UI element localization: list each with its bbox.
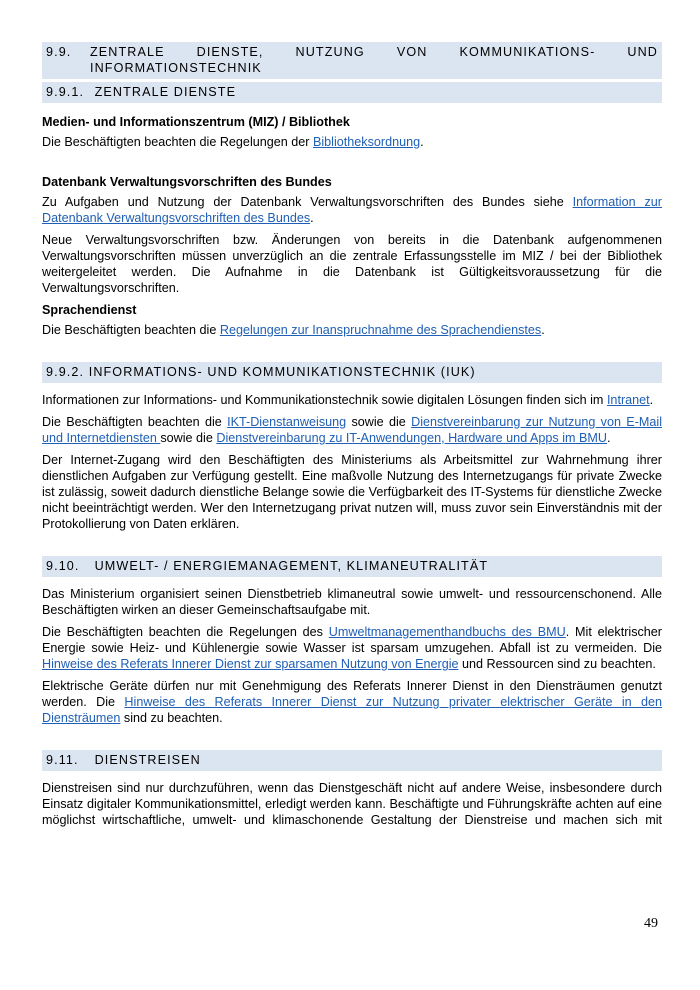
iuk-paragraph-2 bbox=[42, 414, 662, 446]
section-heading-9-9-2 bbox=[42, 362, 662, 384]
text: und Ressourcen sind zu beachten. bbox=[458, 657, 656, 671]
section-number: 9.9.1. bbox=[46, 85, 85, 99]
sprachendienst-link[interactable]: Regelungen zur Inanspruchnahme des Sprachendienstes bbox=[219, 323, 542, 337]
text: Informationen zur Informations- und Kommunikationstechnik sowie digitalen Lösungen finden sich im bbox=[42, 393, 607, 407]
umwelt-paragraph-3 bbox=[42, 678, 662, 726]
text: Die Beschäftigten beachten die Regelungen der bbox=[42, 135, 313, 149]
section-title: DIENSTREISEN bbox=[94, 753, 201, 767]
text: sind zu beachten. bbox=[120, 711, 223, 725]
energie-hinweise-link[interactable]: Hinweise des Referats Innerer Dienst zur sparsamen Nutzung von Energie bbox=[42, 657, 459, 671]
section-title: INFORMATIONS- UND KOMMUNIKATIONSTECHNIK (IUK) bbox=[88, 365, 476, 379]
ikt-dienstanweisung-link[interactable]: IKT-Dienstanweisung bbox=[227, 415, 347, 429]
section-title: ZENTRALE DIENSTE bbox=[94, 85, 237, 99]
dienstvereinbarung-email-link[interactable]: Dienstvereinbarung zur Nutzung von E-Mail und Internetdiensten bbox=[42, 415, 662, 445]
miz-paragraph bbox=[42, 134, 662, 150]
datenbank-heading: Datenbank Verwaltungsvorschriften des Bundes bbox=[42, 175, 332, 189]
text: . bbox=[310, 211, 314, 225]
iuk-paragraph-1 bbox=[42, 392, 662, 408]
section-number: 9.10. bbox=[46, 559, 80, 573]
text: Elektrische Geräte dürfen nur mit Genehmigung des Referats Innerer Dienst in den Diensträumen genutzt werden. Die bbox=[42, 679, 662, 709]
document-page bbox=[42, 42, 662, 834]
text: Die Beschäftigten beachten die bbox=[42, 323, 220, 337]
section-heading-9-9-1 bbox=[42, 82, 662, 104]
text: . bbox=[606, 431, 611, 445]
section-title: UMWELT- / ENERGIEMANAGEMENT, KLIMANEUTRALITÄT bbox=[94, 559, 489, 573]
dienstreisen-paragraph-1: Dienstreisen sind nur durchzuführen, wenn das Dienstgeschäft nicht auf andere Weise, insbesondere durch Einsatz digitaler Kommunikationsmittel, erledigt werden kann. Beschäftigte und Führungskräfte achten auf eine möglichst wirtschaftliche, umwelt- und klimaschonende Gestaltung der Dienstreise und machen sich mit bbox=[42, 781, 662, 827]
bibliotheksordnung-link[interactable]: Bibliotheksordnung bbox=[312, 135, 421, 149]
section-heading-9-10 bbox=[42, 556, 662, 578]
text: sowie die bbox=[160, 431, 217, 445]
section-heading-9-11 bbox=[42, 750, 662, 772]
text: . bbox=[420, 135, 424, 149]
text: . bbox=[649, 393, 654, 407]
text: . Mit elektrischer Energie sowie Heiz- und Kühlenergie sowie Wasser ist sparsam umzugehen. Abfall ist zu vermeiden. Die bbox=[42, 625, 662, 655]
section-number: 9.9. bbox=[46, 45, 72, 59]
umweltmanagementhandbuch-link[interactable]: Umweltmanagementhandbuchs des BMU bbox=[328, 625, 566, 639]
section-number: 9.9.2. bbox=[46, 365, 85, 379]
text: . bbox=[541, 323, 545, 337]
section-title: ZENTRALE DIENSTE, NUTZUNG VON KOMMUNIKATIONS- UND INFORMATIONSTECHNIK bbox=[90, 45, 658, 75]
section-heading-9-9 bbox=[42, 42, 662, 80]
text: Zu Aufgaben und Nutzung der Datenbank Verwaltungsvorschriften des Bundes siehe bbox=[42, 195, 573, 209]
sprachendienst-heading: Sprachendienst bbox=[42, 303, 137, 317]
dienstvereinbarung-it-link[interactable]: Dienstvereinbarung zu IT-Anwendungen, Hardware und Apps im BMU bbox=[216, 431, 607, 445]
umwelt-paragraph-1: Das Ministerium organisiert seinen Dienstbetrieb klimaneutral sowie umwelt- und ressourcenschonend. Alle Beschäftigten wirken an dieser Gemeinschaftsaufgabe mit. bbox=[42, 587, 662, 617]
datenbank-paragraph-1 bbox=[42, 194, 662, 226]
text: Die Beschäftigten beachten die bbox=[42, 415, 228, 429]
datenbank-paragraph-2: Neue Verwaltungsvorschriften bzw. Änderungen von bereits in die Datenbank aufgenommenen Verwaltungsvorschriften müssen unverzüglich an die zentrale Erfassungsstelle im MIZ / bei der Bibliothek weitergeleitet werden. Die Aufnahme in die Datenbank ist Gültigkeitsvoraussetzung für die Verwaltungsvorschriften. bbox=[42, 233, 662, 295]
text: sowie die bbox=[346, 415, 412, 429]
text: Die Beschäftigten beachten die Regelungen des bbox=[42, 625, 329, 639]
elektrische-geraete-link[interactable]: Hinweise des Referats Innerer Dienst zur Nutzung privater elektrischer Geräte in den Diensträumen bbox=[42, 695, 663, 725]
section-number: 9.11. bbox=[46, 753, 79, 767]
page-number: 49 bbox=[644, 916, 658, 931]
umwelt-paragraph-2 bbox=[42, 624, 662, 672]
iuk-paragraph-3: Der Internet-Zugang wird den Beschäftigten des Ministeriums als Arbeitsmittel zur Wahrnehmung ihrer dienstlichen Aufgaben zur Verfügung gestellt. Eine maßvolle Nutzung des Internetzugangs für private Zwecke ist zulässig, soweit dadurch dienstliche Belange sowie die Verfügbarkeit des IT-Systems für dienstliche Zwecke nicht beeinträchtigt werden. Wer den Internetzugang privat nutzen will, muss zuvor sein Einverständnis mit der Protokollierung von Daten erklären. bbox=[42, 453, 662, 531]
sprachendienst-paragraph bbox=[42, 322, 662, 338]
datenbank-info-link[interactable]: Information zur Datenbank Verwaltungsvorschriften des Bundes bbox=[42, 195, 662, 225]
intranet-link[interactable]: Intranet bbox=[606, 393, 650, 407]
miz-heading: Medien- und Informationszentrum (MIZ) / Bibliothek bbox=[42, 115, 350, 129]
